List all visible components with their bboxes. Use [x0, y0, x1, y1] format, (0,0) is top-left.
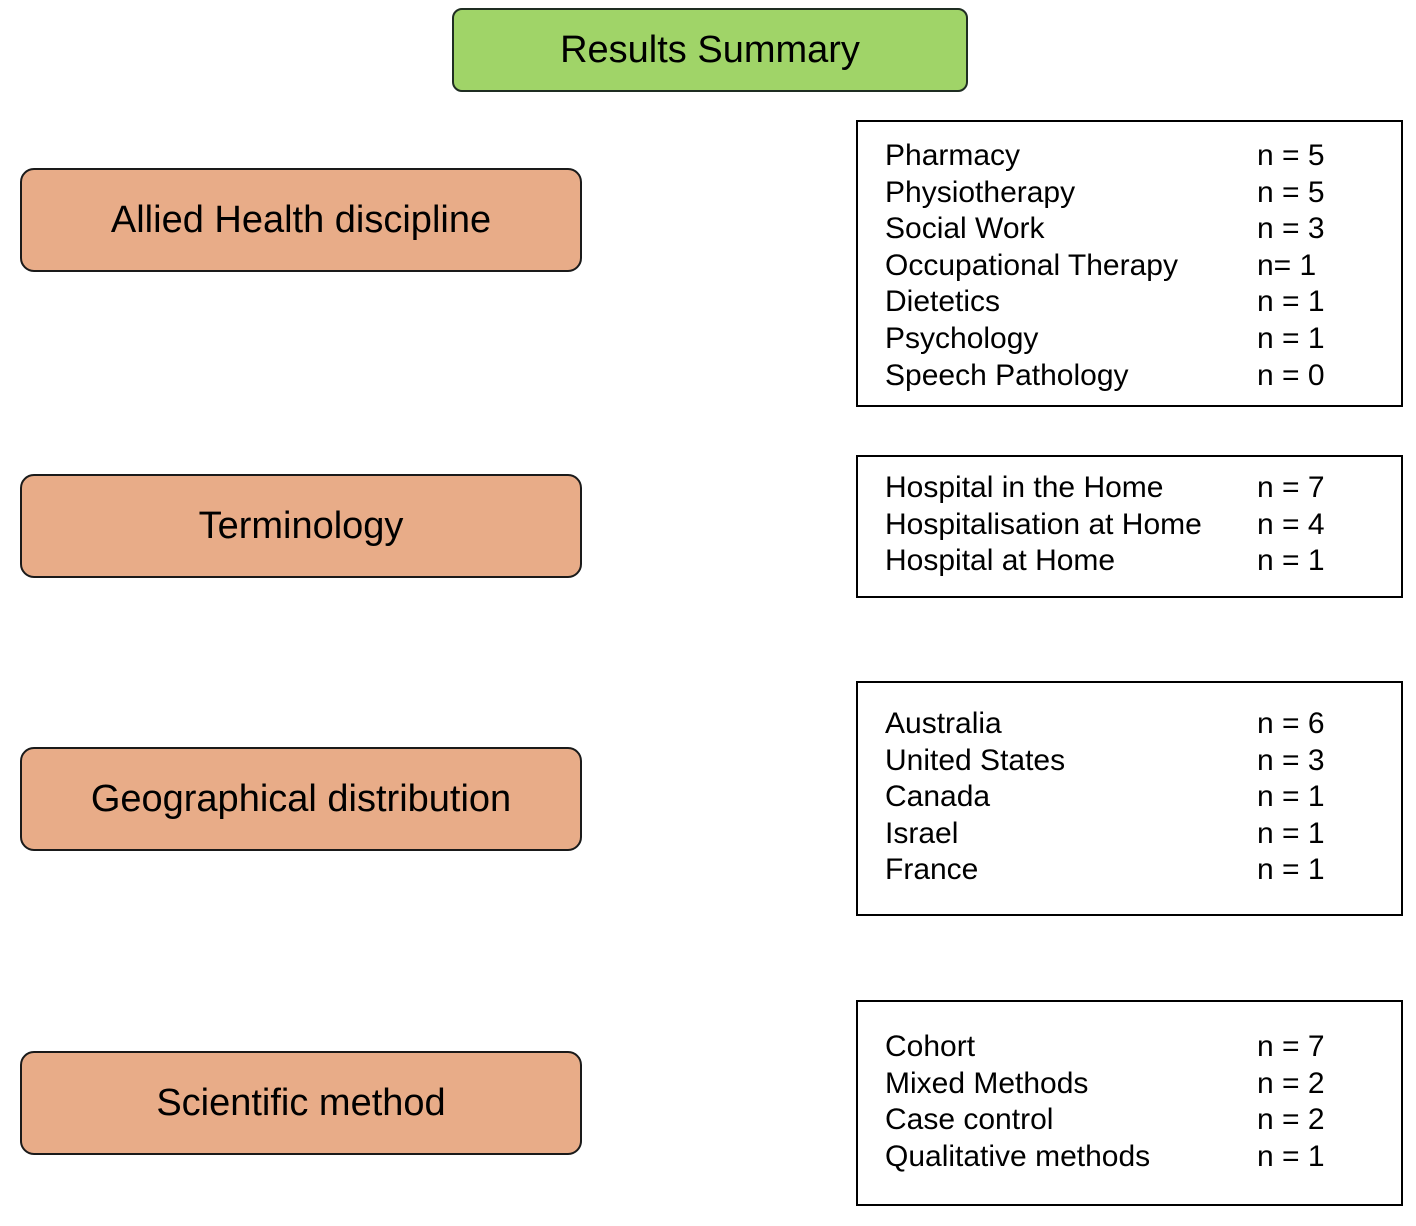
item-label: Israel [885, 816, 959, 850]
item-count: n = 5 [1257, 139, 1325, 172]
list-item [885, 706, 1401, 743]
item-count: n = 2 [1257, 1103, 1325, 1137]
list-item [885, 507, 1401, 544]
list-item [885, 743, 1401, 780]
item-label: Occupational Therapy [885, 248, 1178, 282]
item-count: n = 7 [1257, 1030, 1325, 1063]
item-count: n = 1 [1257, 321, 1325, 355]
list-item [885, 470, 1401, 507]
list-item [885, 211, 1401, 248]
item-count: n = 6 [1257, 707, 1325, 740]
item-label: Hospitalisation at Home [885, 507, 1202, 541]
item-label: Social Work [885, 212, 1045, 246]
list-item [885, 816, 1401, 853]
item-count: n= 1 [1257, 248, 1317, 282]
item-count: n = 1 [1257, 816, 1325, 850]
list-item [885, 543, 1401, 580]
item-label: Physiotherapy [885, 175, 1076, 209]
list-item [885, 1066, 1401, 1103]
item-label: Mixed Methods [885, 1066, 1089, 1100]
item-label: Hospital in the Home [885, 471, 1164, 504]
item-label: Pharmacy [885, 139, 1021, 172]
list-item [885, 1139, 1401, 1176]
item-count: n = 3 [1257, 212, 1325, 246]
item-count: n = 4 [1257, 507, 1325, 541]
item-label: Canada [885, 780, 991, 814]
item-label: Psychology [885, 321, 1039, 355]
category-box-terminology [20, 474, 582, 578]
item-count: n = 1 [1257, 780, 1325, 814]
detail-box-scientific-method [856, 1000, 1403, 1206]
item-label: United States [885, 743, 1066, 777]
category-box-geographical-distribution [20, 747, 582, 851]
category-label: Terminology [198, 504, 404, 547]
category-label: Geographical distribution [90, 777, 512, 820]
item-label: Speech Pathology [885, 358, 1129, 392]
item-label: Australia [885, 707, 1002, 740]
item-count: n = 3 [1257, 743, 1325, 777]
list-item [885, 779, 1401, 816]
item-count: n = 1 [1257, 1139, 1325, 1173]
category-box-allied-health [20, 168, 582, 272]
item-label: Case control [885, 1103, 1054, 1137]
list-item [885, 248, 1401, 285]
list-item [885, 1102, 1401, 1139]
list-item [885, 138, 1401, 175]
item-label: France [885, 853, 979, 887]
category-box-scientific-method [20, 1051, 582, 1155]
item-count: n = 2 [1257, 1066, 1325, 1100]
item-count: n = 5 [1257, 175, 1325, 209]
item-label: Hospital at Home [885, 544, 1116, 578]
item-label: Qualitative methods [885, 1139, 1151, 1173]
list-item [885, 1029, 1401, 1066]
item-count: n = 7 [1257, 471, 1325, 504]
detail-box-geographical-distribution [856, 681, 1403, 916]
category-label: Scientific method [156, 1081, 446, 1124]
list-item [885, 852, 1401, 889]
results-summary-title-box [452, 8, 968, 92]
item-count: n = 1 [1257, 285, 1325, 319]
list-item [885, 358, 1401, 395]
item-count: n = 0 [1257, 358, 1325, 392]
category-label: Allied Health discipline [110, 198, 492, 241]
list-item [885, 175, 1401, 212]
detail-box-allied-health [856, 120, 1403, 407]
list-item [885, 321, 1401, 358]
item-count: n = 1 [1257, 853, 1325, 887]
item-label: Cohort [885, 1030, 976, 1063]
item-label: Dietetics [885, 285, 1001, 319]
item-count: n = 1 [1257, 544, 1325, 578]
results-summary-title: Results Summary [560, 28, 860, 71]
list-item [885, 284, 1401, 321]
detail-box-terminology [856, 455, 1403, 598]
